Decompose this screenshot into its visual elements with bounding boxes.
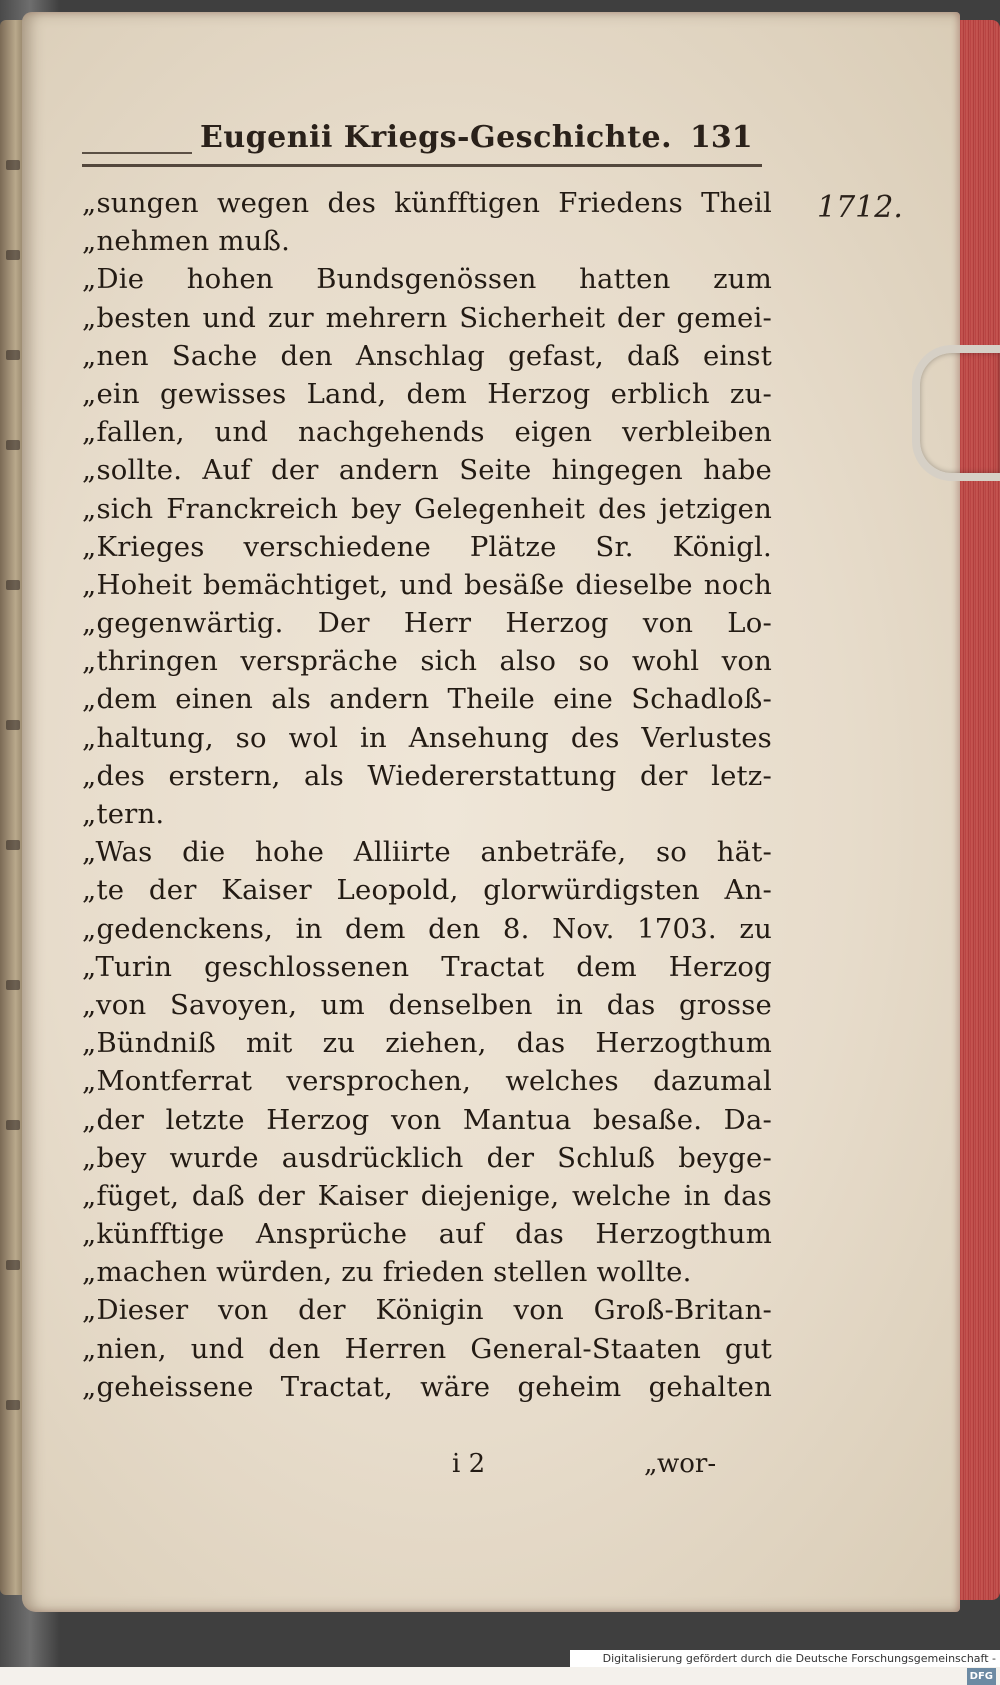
signature-mark: i 2 [452, 1449, 486, 1479]
facing-page-text-fragment [6, 160, 20, 170]
facing-page-text-fragment [6, 720, 20, 730]
text-line: „Krieges verschiedene Plätze Sr. Königl. [82, 530, 772, 563]
text-line: „Die hohen Bundsgenössen hatten zum [82, 263, 772, 296]
text-line: „von Savoyen, um denselben in das grosse [82, 988, 772, 1021]
text-line: „nien, und den Herren General-Staaten gut [82, 1332, 772, 1365]
text-line: „Dieser von der Königin von Groß-Britan- [82, 1294, 772, 1327]
header-rule [82, 164, 762, 167]
text-line: „machen würden, zu frieden stellen wollte. [82, 1256, 692, 1289]
text-line: „besten und zur mehrern Sicherheit der gemei- [82, 301, 772, 334]
text-line: „dem einen als andern Theile eine Schadloß- [82, 683, 772, 716]
dfg-logo: DFG [967, 1668, 996, 1685]
text-line: „te der Kaiser Leopold, glorwürdigsten An- [82, 874, 772, 907]
header-rule-left [82, 152, 192, 154]
text-line: „des erstern, als Wiedererstattung der letz- [82, 759, 772, 792]
text-line: „nen Sache den Anschlag gefast, daß einst [82, 339, 772, 372]
facing-page-text-fragment [6, 440, 20, 450]
bookmark-clip [912, 345, 1000, 481]
digitization-credit [570, 1650, 1000, 1682]
margin-year: 1712. [817, 190, 903, 225]
facing-page-text-fragment [6, 1260, 20, 1270]
body-text [82, 184, 772, 1406]
facing-page-text-fragment [6, 1120, 20, 1130]
facing-page-text-fragment [6, 350, 20, 360]
text-line: „nehmen muß. [82, 225, 291, 258]
text-line: „Montferrat versprochen, welches dazumal [82, 1065, 772, 1098]
catchword: „wor- [644, 1449, 717, 1479]
text-line: „Bündniß mit zu ziehen, das Herzogthum [82, 1027, 772, 1060]
text-line: „geheissene Tractat, wäre geheim gehalten [82, 1370, 772, 1403]
text-line: „ein gewisses Land, dem Herzog erblich zu- [82, 377, 772, 410]
credit-text: Digitalisierung gefördert durch die Deutsche Forschungsgemeinschaft - [602, 1652, 996, 1665]
facing-page-text-fragment [6, 980, 20, 990]
running-head-title: Eugenii Kriegs-Geschichte. [200, 120, 673, 155]
book-page [22, 12, 960, 1612]
facing-page-text-fragment [6, 840, 20, 850]
text-line: „Hoheit bemächtiget, und besäße dieselbe noch [82, 568, 772, 601]
text-line: „füget, daß der Kaiser diejenige, welche in das [82, 1179, 772, 1212]
facing-page-text-fragment [6, 1400, 20, 1410]
text-line: „Was die hohe Alliirte anbeträfe, so hät- [82, 836, 772, 869]
text-line: „gedenckens, in dem den 8. Nov. 1703. zu [82, 912, 772, 945]
text-line: „haltung, so wol in Ansehung des Verlustes [82, 721, 772, 754]
text-line: „der letzte Herzog von Mantua besaße. Da- [82, 1103, 772, 1136]
facing-page-text-fragment [6, 250, 20, 260]
text-line: „gegenwärtig. Der Herr Herzog von Lo- [82, 607, 772, 640]
text-line: „sich Franckreich bey Gelegenheit des jetzigen [82, 492, 772, 525]
text-line: „künfftige Ansprüche auf das Herzogthum [82, 1218, 772, 1251]
text-line: „tern. [82, 798, 165, 830]
text-line: „bey wurde ausdrücklich der Schluß beyge- [82, 1141, 772, 1174]
facing-page-text-fragment [6, 580, 20, 590]
text-line: „sungen wegen des künfftigen Friedens Theil [82, 187, 772, 219]
page-number: 131 [690, 120, 753, 155]
red-page-edges [960, 20, 1000, 1600]
text-line: „Turin geschlossenen Tractat dem Herzog [82, 950, 772, 983]
text-line: „fallen, und nachgehends eigen verbleiben [82, 416, 772, 449]
text-line: „thringen verspräche sich also so wohl von [82, 645, 772, 678]
text-line: „sollte. Auf der andern Seite hingegen habe [82, 454, 772, 487]
